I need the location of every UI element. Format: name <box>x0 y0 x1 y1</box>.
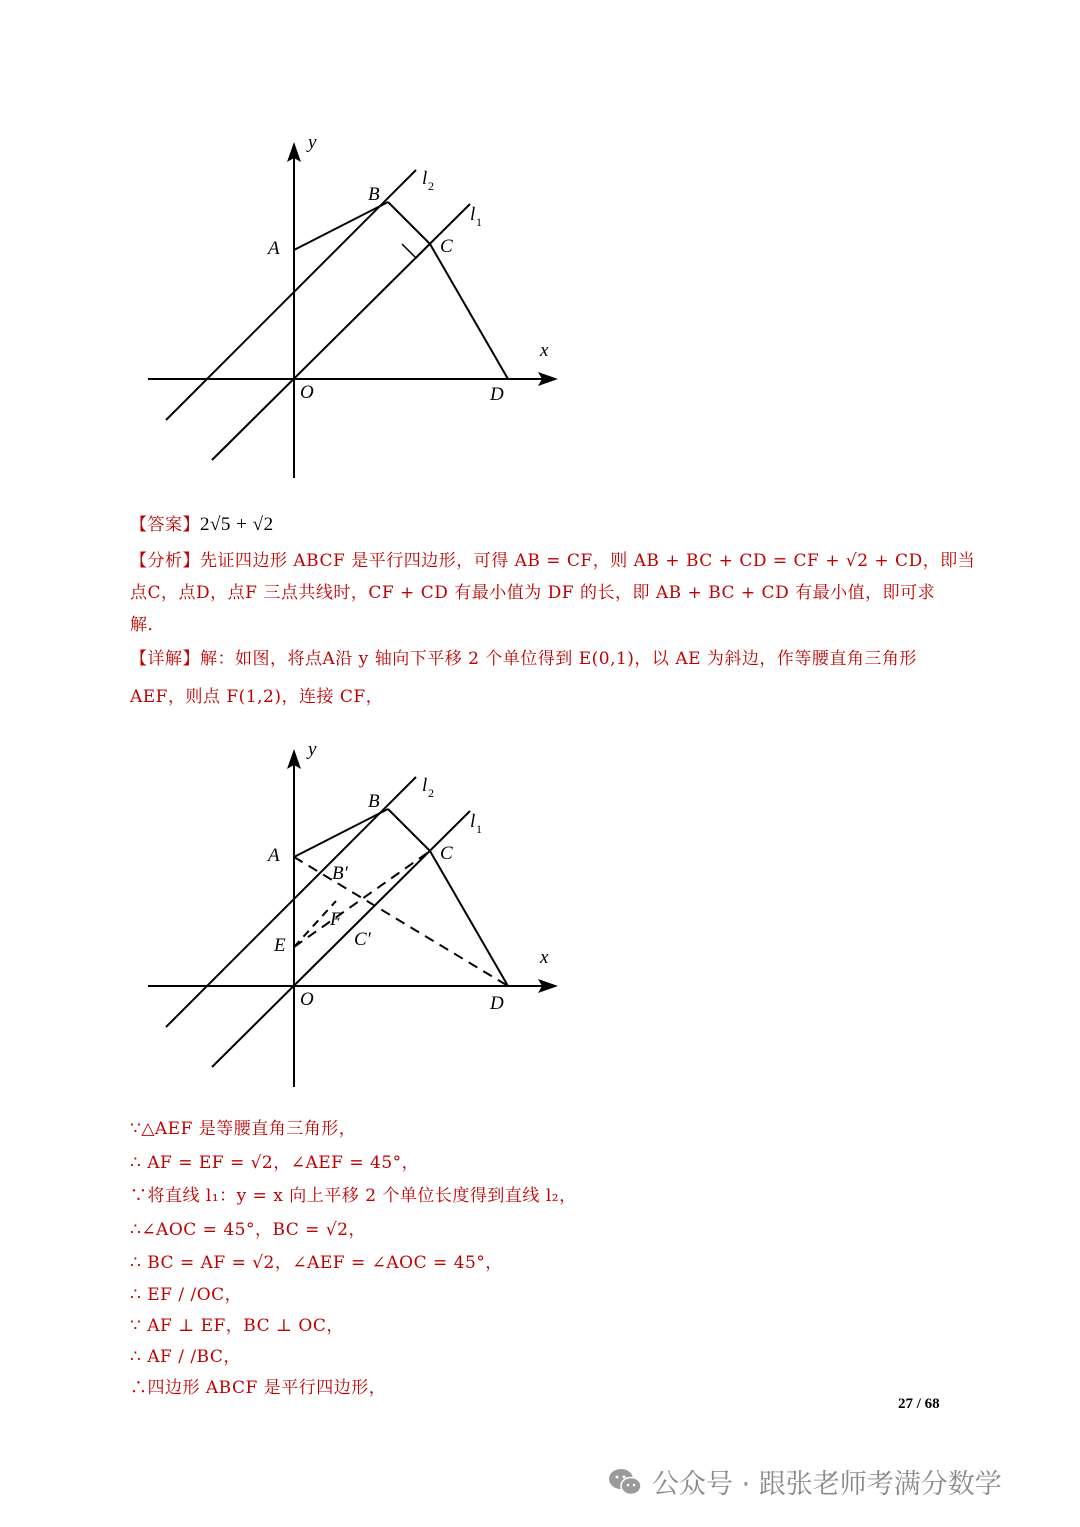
step-8: ∴ AF / /BC， <box>130 1347 241 1367</box>
answer-tag: 【答案】 <box>130 515 200 535</box>
label-O: O <box>300 382 314 403</box>
watermark-text: 公众号 · 跟张老师考满分数学 <box>652 1469 1002 1500</box>
label-C: C <box>440 236 453 257</box>
label-E: E <box>274 935 286 956</box>
label-x: x <box>540 947 549 968</box>
label-y: y <box>308 739 317 760</box>
analysis-text-2: 点C，点D，点F 三点共线时，CF + CD 有最小值为 DF 的长，即 AB + BC + CD 有最小值，即可求 <box>130 583 936 603</box>
label-l2-sub: 2 <box>428 786 434 800</box>
page-number: 27 / 68 <box>898 1396 940 1412</box>
analysis-tag: 【分析】 <box>130 551 200 571</box>
detail-text-2: AEF，则点 F(1,2)，连接 CF， <box>130 687 384 707</box>
label-l2: l <box>422 775 428 796</box>
answer-line <box>130 510 274 536</box>
label-A: A <box>268 238 280 259</box>
analysis-line-1 <box>130 546 975 571</box>
step-5: ∴ BC = AF = √2，∠AEF = ∠AOC = 45°， <box>130 1253 503 1273</box>
label-l2-sub: 2 <box>428 179 434 193</box>
figure-2 <box>140 735 570 1095</box>
label-D: D <box>490 993 504 1014</box>
step-3: ∵将直线 l₁：y = x 向上平移 2 个单位长度得到直线 l₂， <box>130 1186 577 1206</box>
label-B-prime: B′ <box>332 863 348 884</box>
label-l1-sub: 1 <box>476 215 482 229</box>
label-C-prime: C′ <box>354 929 371 950</box>
step-6: ∴ EF / /OC， <box>130 1285 243 1305</box>
label-A: A <box>268 845 280 866</box>
label-B: B <box>368 184 380 205</box>
label-l2: l <box>422 168 428 189</box>
analysis-text-3: 解． <box>130 615 165 635</box>
label-y: y <box>308 132 317 153</box>
step-7: ∵ AF ⊥ EF，BC ⊥ OC， <box>130 1316 344 1336</box>
figure-2-labels <box>266 739 549 1014</box>
label-O: O <box>300 989 314 1010</box>
label-l1: l <box>470 811 476 832</box>
figure-1 <box>140 128 570 488</box>
label-l1-sub: 1 <box>476 822 482 836</box>
label-B: B <box>368 791 380 812</box>
step-9: ∴四边形 ABCF 是平行四边形， <box>130 1378 387 1398</box>
step-2: ∴ AF = EF = √2，∠AEF = 45°， <box>130 1153 420 1173</box>
detail-line-1 <box>130 644 917 669</box>
analysis-line-3 <box>130 610 165 635</box>
label-C: C <box>440 843 453 864</box>
detail-text-1: 解：如图，将点A沿 y 轴向下平移 2 个单位得到 E(0,1)，以 AE 为斜边，作等腰直角三角形 <box>200 649 917 669</box>
label-x: x <box>540 340 549 361</box>
step-1: ∵△AEF 是等腰直角三角形， <box>130 1119 357 1139</box>
watermark <box>608 1462 1002 1501</box>
detail-line-2 <box>130 682 383 707</box>
label-D: D <box>490 384 504 405</box>
analysis-line-2 <box>130 578 935 603</box>
wechat-icon <box>608 1467 642 1497</box>
detail-tag: 【详解】 <box>130 649 200 669</box>
label-l1: l <box>470 204 476 225</box>
label-F: F <box>330 909 342 930</box>
step-4: ∴∠AOC = 45°，BC = √2， <box>130 1220 366 1240</box>
answer-value: 2√5 + √2 <box>200 514 274 535</box>
analysis-text-1: 先证四边形 ABCF 是平行四边形，可得 AB = CF，则 AB + BC + CD = CF + √2 + CD，即当 <box>200 551 976 571</box>
